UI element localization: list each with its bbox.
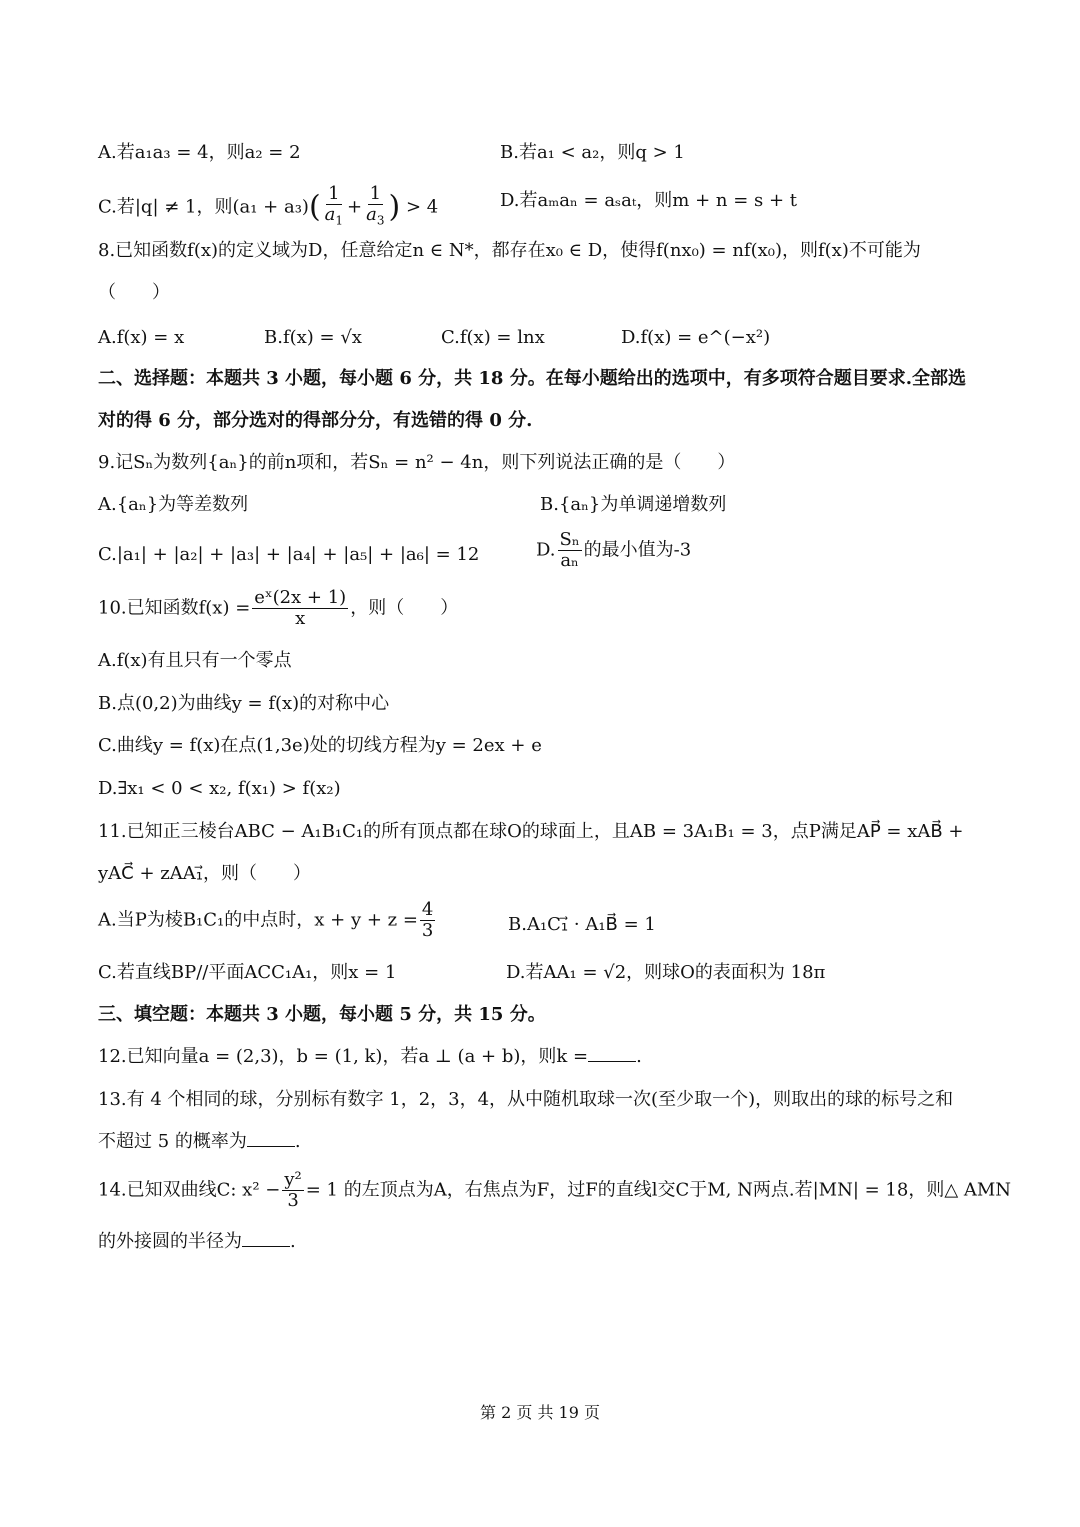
- q12-text: 12.已知向量a = (2,3)，b = (1, k)，若a ⊥ (a + b)，则k =: [98, 1046, 589, 1067]
- q11-stem-line1: 11.已知正三棱台ABC − A₁B₁C₁的所有顶点都在球O的球面上，且AB = 3A₁B₁ = 3，点P满足AP⃗ = xAB⃗ +: [98, 821, 964, 842]
- q11-frac: $\frac{4}{3}$: [421, 899, 434, 941]
- q9-option-d-prefix: D.: [536, 539, 556, 561]
- q8-option-b: B.f(x) = √x: [264, 327, 362, 348]
- q7-option-d: D.若aₘaₙ = aₛaₜ，则m + n = s + t: [500, 190, 797, 211]
- q14-suffix: = 1 的左顶点为A，右焦点为F，过F的直线l交C于M, N两点.若|MN| = 18，则△ AMN: [305, 1179, 1012, 1201]
- q9-option-a: A.{aₙ}为等差数列: [98, 494, 249, 515]
- q9-stem: 9.记Sₙ为数列{aₙ}的前n项和，若Sₙ = n² − 4n，则下列说法正确的是（ ）: [98, 452, 736, 473]
- q10-option-c: C.曲线y = f(x)在点(1,3e)处的切线方程为y = 2ex + e: [98, 735, 542, 756]
- q9-option-b: B.{aₙ}为单调递增数列: [540, 494, 727, 515]
- q14-stem-line2: 的外接圆的半径为 .: [98, 1231, 296, 1252]
- q9-frac: $\frac{\text{Sₙ}}{\text{aₙ}}$: [559, 529, 580, 571]
- q7-frac-1: $\frac{1}{a_1}$: [324, 183, 344, 228]
- page-footer: 第 2 页 共 19 页: [480, 1403, 600, 1422]
- q8-option-c: C.f(x) = lnx: [441, 327, 545, 348]
- q10-option-a: A.f(x)有且只有一个零点: [98, 650, 292, 671]
- q14-stem-line1: [98, 1170, 1011, 1211]
- q12-stem: 12.已知向量a = (2,3)，b = (1, k)，若a ⊥ (a + b)，则k = .: [98, 1046, 642, 1067]
- q11-option-c: C.若直线BP//平面ACC₁A₁，则x = 1: [98, 962, 397, 983]
- q7-frac-2: $\frac{1}{a_3}$: [366, 183, 385, 228]
- q13-stem-line1: 13.有 4 个相同的球，分别标有数字 1，2，3，4，从中随机取球一次(至少取一个)，则取出的球的标号之和: [98, 1089, 954, 1110]
- q10-stem-suffix: ，则（ ）: [350, 597, 459, 619]
- q14-prefix: 14.已知双曲线C: x² −: [98, 1179, 281, 1201]
- section-3-header: 三、填空题：本题共 3 小题，每小题 5 分，共 15 分。: [98, 1004, 546, 1025]
- q10-stem: [98, 588, 458, 629]
- q14-frac: $\frac{\text{y²}}{3}$: [284, 1169, 302, 1211]
- q7-option-b: B.若a₁ < a₂，则q > 1: [500, 142, 685, 163]
- q8-option-a: A.f(x) = x: [98, 327, 185, 348]
- q10-option-d: D.∃x₁ < 0 < x₂, f(x₁) > f(x₂): [98, 778, 341, 799]
- q11-option-d: D.若AA₁ = √2，则球O的表面积为 18π: [506, 962, 826, 983]
- q13-stem-line2: 不超过 5 的概率为 .: [98, 1131, 301, 1152]
- q9-option-d: [536, 530, 691, 571]
- q11-option-a-prefix: A.当P为棱B₁C₁的中点时，x + y + z =: [98, 909, 418, 931]
- q7-option-c-suffix: > 4: [405, 196, 439, 218]
- q10-stem-prefix: 10.已知函数f(x) =: [98, 597, 251, 619]
- q8-paren: （ ）: [98, 282, 170, 303]
- q10-option-b: B.点(0,2)为曲线y = f(x)的对称中心: [98, 693, 390, 714]
- q11-stem-line2: yAC⃗ + zAA₁⃗，则（ ）: [98, 863, 311, 884]
- section-2-header-line1: 二、选择题：本题共 3 小题，每小题 6 分，共 18 分。在每小题给出的选项中，有多项符合题目要求.全部选: [98, 368, 966, 389]
- q10-frac: $\frac{\text{eˣ(2x + 1)}}{x}$: [254, 587, 347, 629]
- q9-option-c: C.|a₁| + |a₂| + |a₃| + |a₄| + |a₅| + |a₆| = 12: [98, 544, 480, 565]
- q8-stem: 8.已知函数f(x)的定义域为D，任意给定n ∈ N*，都存在x₀ ∈ D，使得f(nx₀) = nf(x₀)，则f(x)不可能为: [98, 240, 921, 261]
- q9-option-d-suffix: 的最小值为-3: [583, 539, 692, 561]
- section-2-header-line2: 对的得 6 分，部分选对的得部分分，有选错的得 0 分.: [98, 410, 533, 431]
- q7-option-a: A.若a₁a₃ = 4，则a₂ = 2: [98, 142, 301, 163]
- q11-option-a: [98, 900, 437, 941]
- q12-answer-blank[interactable]: [588, 1045, 636, 1062]
- q8-option-d: D.f(x) = e^(−x²): [621, 327, 771, 348]
- q7-option-c: C.若|q| ≠ 1，则(a₁ + a₃)( $\frac{1}{a_1}$ + $\frac{1}{a_3}$ ) > 4: [98, 184, 438, 231]
- q11-option-b: B.A₁C₁⃗ · A₁B⃗ = 1: [508, 914, 656, 935]
- q13-answer-blank[interactable]: [247, 1130, 295, 1147]
- q14-answer-blank[interactable]: [242, 1230, 290, 1247]
- q7-option-c-prefix: C.若|q| ≠ 1，则(a₁ + a₃): [98, 196, 309, 218]
